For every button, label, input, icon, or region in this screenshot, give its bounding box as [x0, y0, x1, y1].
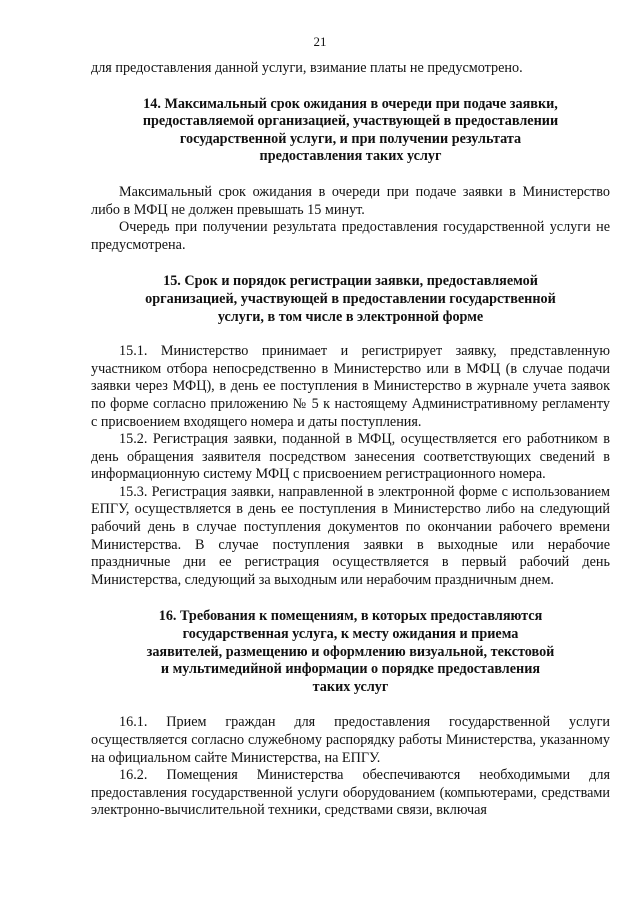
heading-line: услуги, в том числе в электронной форме: [217, 308, 484, 325]
heading-line: 16. Требования к помещениям, в которых предоставляются: [158, 608, 543, 625]
heading-line: 14. Максимальный срок ожидания в очереди при подаче заявки,: [143, 95, 558, 112]
paragraph: 15.3. Регистрация заявки, направленной в электронной форме с использованием ЕПГУ, осуществляется в день ее поступления в Министерство либо на следующий рабочий день в случае поступления документов по окончании рабочего времени Министерства. В случае поступления заявки в выходные или нерабочие праздничные дни ее регистрация осуществляется в первый рабочий день Министерства, следующий за выходным или нерабочим праздничным днем.: [91, 483, 610, 588]
page-number: 21: [313, 34, 327, 49]
paragraph: 15.2. Регистрация заявки, поданной в МФЦ, осуществляется его работником в день обращения заявителя посредством занесения соответствующих сведений в информационную систему МФЦ с присвоением регистрационного номера.: [91, 431, 610, 483]
section-15-heading: [91, 273, 610, 326]
heading-line: предоставления таких услуг: [259, 148, 442, 165]
paragraph: 16.2. Помещения Министерства обеспечиваются необходимыми для предоставления государственной услуги оборудованием (компьютерами, средствами электронно-вычислительной техники, средствами связи, включая: [91, 767, 610, 819]
paragraph: 15.1. Министерство принимает и регистрирует заявку, представленную участником отбора непосредственно в Министерство или в МФЦ (в случае подачи заявки через МФЦ), в день ее поступления в Министерство в журнале учета заявок по форме согласно приложению № 5 к настоящему Административному регламенту с присвоением входящего номера и даты поступления.: [91, 343, 610, 430]
heading-line: заявителей, размещению и оформлению визуальной, текстовой: [146, 643, 555, 660]
heading-line: государственная услуга, к месту ожидания и приема: [182, 626, 519, 643]
paragraph: 16.1. Прием граждан для предоставления государственной услуги осуществляется согласно служебному распорядку работы Министерства, указанному на официальном сайте Министерства, на ЕПГУ.: [91, 714, 610, 766]
heading-line: и мультимедийной информации о порядке предоставления: [160, 661, 541, 678]
heading-line: 15. Срок и порядок регистрации заявки, предоставляемой: [163, 273, 538, 290]
heading-line: таких услуг: [312, 678, 389, 695]
heading-line: организацией, участвующей в предоставлении государственной: [145, 290, 556, 307]
paragraph: Очередь при получении результата предоставления государственной услуги не предусмотрена.: [91, 219, 610, 253]
paragraph: Максимальный срок ожидания в очереди при подаче заявки в Министерство либо в МФЦ не должен превышать 15 минут.: [91, 183, 610, 218]
section-16-heading: [91, 608, 610, 696]
document-body: [91, 60, 610, 820]
heading-line: предоставляемой организацией, участвующей в предоставлении: [142, 113, 559, 130]
heading-line: государственной услуги, и при получении результата: [179, 130, 522, 147]
section-14-heading: [91, 96, 610, 166]
intro-text: для предоставления данной услуги, взимание платы не предусмотрено.: [91, 60, 523, 76]
